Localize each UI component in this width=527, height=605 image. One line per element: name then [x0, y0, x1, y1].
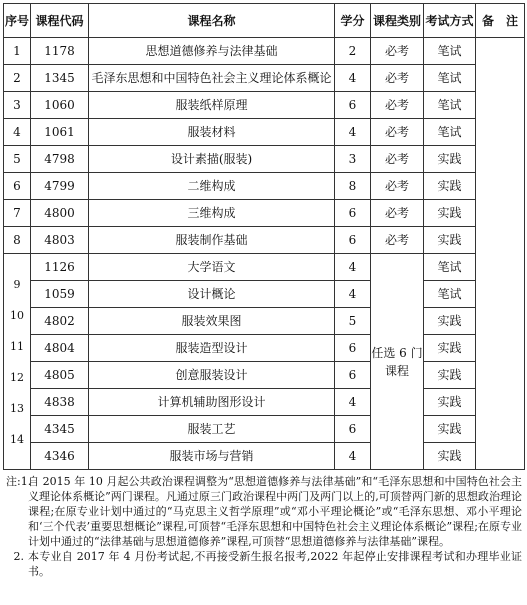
- cell-name: 创意服装设计: [89, 362, 335, 389]
- table-row: [4, 65, 525, 92]
- cell-code: 4803: [31, 227, 89, 254]
- elective-row: [4, 308, 525, 335]
- cell-credit: 4: [335, 254, 371, 281]
- cell-seq: 5: [4, 146, 31, 173]
- cell-credit: 2: [335, 38, 371, 65]
- cell-name: 服装效果图: [89, 308, 335, 335]
- cell-credit: 3: [335, 146, 371, 173]
- cell-credit: 6: [335, 92, 371, 119]
- cell-code: 4805: [31, 362, 89, 389]
- cell-exam: 实践: [424, 416, 476, 443]
- cell-exam: 笔试: [424, 254, 476, 281]
- cell-name: 三维构成: [89, 200, 335, 227]
- cell-exam: 实践: [424, 173, 476, 200]
- header-name: 课程名称: [89, 4, 335, 38]
- cell-remark: [476, 38, 525, 470]
- cell-seq: 6: [4, 173, 31, 200]
- cell-exam: 实践: [424, 335, 476, 362]
- elective-row: [4, 281, 525, 308]
- cell-category: 必考: [371, 65, 424, 92]
- cell-category: 必考: [371, 227, 424, 254]
- header-row: [4, 4, 525, 38]
- notes-section: [6, 474, 522, 579]
- cell-code: 1061: [31, 119, 89, 146]
- cell-exam: 实践: [424, 389, 476, 416]
- elective-row: [4, 362, 525, 389]
- table-row: [4, 146, 525, 173]
- cell-credit: 6: [335, 200, 371, 227]
- header-remark: 备 注: [476, 4, 525, 38]
- cell-code: 4345: [31, 416, 89, 443]
- cell-credit: 4: [335, 389, 371, 416]
- cell-credit: 4: [335, 443, 371, 470]
- cell-name: 服装工艺: [89, 416, 335, 443]
- elective-row: [4, 335, 525, 362]
- cell-exam: 实践: [424, 227, 476, 254]
- elective-row: [4, 443, 525, 470]
- cell-exam: 笔试: [424, 119, 476, 146]
- table-row: [4, 200, 525, 227]
- cell-name: 二维构成: [89, 173, 335, 200]
- cell-code: 4346: [31, 443, 89, 470]
- cell-name: 服装市场与营销: [89, 443, 335, 470]
- cell-code: 4799: [31, 173, 89, 200]
- seq-number: 10: [10, 308, 24, 322]
- note-2-prefix: 2.: [13, 550, 24, 563]
- cell-credit: 6: [335, 335, 371, 362]
- course-table: [3, 3, 525, 470]
- header-exam: 考试方式: [424, 4, 476, 38]
- cell-category: 必考: [371, 92, 424, 119]
- cell-code: 1059: [31, 281, 89, 308]
- note-2: [6, 549, 522, 579]
- cell-code: 4804: [31, 335, 89, 362]
- cell-credit: 6: [335, 227, 371, 254]
- header-code: 课程代码: [31, 4, 89, 38]
- table-row: [4, 227, 525, 254]
- cell-credit: 6: [335, 362, 371, 389]
- note-1-prefix: 注:1.: [6, 475, 32, 488]
- note-1: [6, 474, 522, 549]
- seq-number: 13: [10, 401, 24, 415]
- cell-credit: 4: [335, 65, 371, 92]
- cell-code: 4802: [31, 308, 89, 335]
- cell-category: 必考: [371, 146, 424, 173]
- cell-code: 4798: [31, 146, 89, 173]
- table-row: [4, 38, 525, 65]
- cell-credit: 4: [335, 119, 371, 146]
- table-row: [4, 92, 525, 119]
- note-2-text: 本专业自 2017 年 4 月份考试起,不再接受新生报名报考,2022 年起停止安排课程考试和办理毕业证书。: [28, 550, 522, 578]
- cell-code: 1345: [31, 65, 89, 92]
- cell-category: 必考: [371, 173, 424, 200]
- table-row: [4, 173, 525, 200]
- cell-code: 1060: [31, 92, 89, 119]
- table-row: [4, 119, 525, 146]
- cell-exam: 笔试: [424, 38, 476, 65]
- cell-name: 服装纸样原理: [89, 92, 335, 119]
- cell-seq: 1: [4, 38, 31, 65]
- cell-credit: 8: [335, 173, 371, 200]
- cell-name: 设计素描(服装): [89, 146, 335, 173]
- elective-row: [4, 416, 525, 443]
- cell-code: 4800: [31, 200, 89, 227]
- cell-seq: 8: [4, 227, 31, 254]
- elective-row: [4, 389, 525, 416]
- cell-seq: 4: [4, 119, 31, 146]
- cell-exam: 实践: [424, 362, 476, 389]
- cell-code: 1126: [31, 254, 89, 281]
- cell-code: 4838: [31, 389, 89, 416]
- cell-name: 设计概论: [89, 281, 335, 308]
- cell-seq: 7: [4, 200, 31, 227]
- cell-exam: 笔试: [424, 65, 476, 92]
- cell-exam: 实践: [424, 200, 476, 227]
- cell-exam: 笔试: [424, 92, 476, 119]
- cell-credit: 5: [335, 308, 371, 335]
- cell-credit: 6: [335, 416, 371, 443]
- cell-category: 必考: [371, 119, 424, 146]
- elective-seq-stack: [4, 254, 31, 470]
- header-category: 课程类别: [371, 4, 424, 38]
- note-1-text: 自 2015 年 10 月起公共政治课程调整为“思想道德修养与法律基础”和“毛泽东思想和中国特色社会主义理论体系概论”两门课程。凡通过原三门政治课程中两门及两门以上的,可顶替两门新的思想政治理论课程;在原专业计划中通过的“马克思主义哲学原理”或“邓小平理论概论”或“毛泽东思想、邓小平理论和‘三个代表’重要思想概论”课程,可顶替“毛泽东思想和中国特色社会主义理论体系概论”课程;在原专业计划中通过的“法律基础与思想道德修养”课程,可顶替“思想道德修养与法律基础”课程。: [28, 475, 522, 548]
- cell-name: 服装材料: [89, 119, 335, 146]
- seq-number: 9: [13, 277, 21, 291]
- cell-name: 服装造型设计: [89, 335, 335, 362]
- cell-name: 思想道德修养与法律基础: [89, 38, 335, 65]
- seq-number: 12: [10, 370, 24, 384]
- cell-category: 必考: [371, 38, 424, 65]
- cell-code: 1178: [31, 38, 89, 65]
- cell-exam: 实践: [424, 146, 476, 173]
- cell-exam: 实践: [424, 308, 476, 335]
- cell-seq: 3: [4, 92, 31, 119]
- seq-number: 14: [10, 432, 24, 446]
- cell-name: 计算机辅助图形设计: [89, 389, 335, 416]
- header-seq: 序号: [4, 4, 31, 38]
- cell-exam: 实践: [424, 443, 476, 470]
- elective-category: 任选 6 门课程: [371, 254, 424, 470]
- cell-category: 必考: [371, 200, 424, 227]
- cell-name: 服装制作基础: [89, 227, 335, 254]
- cell-exam: 笔试: [424, 281, 476, 308]
- elective-row: [4, 254, 525, 281]
- seq-number: 11: [10, 339, 24, 353]
- cell-credit: 4: [335, 281, 371, 308]
- cell-name: 毛泽东思想和中国特色社会主义理论体系概论: [89, 65, 335, 92]
- cell-seq: 2: [4, 65, 31, 92]
- header-credit: 学分: [335, 4, 371, 38]
- cell-name: 大学语文: [89, 254, 335, 281]
